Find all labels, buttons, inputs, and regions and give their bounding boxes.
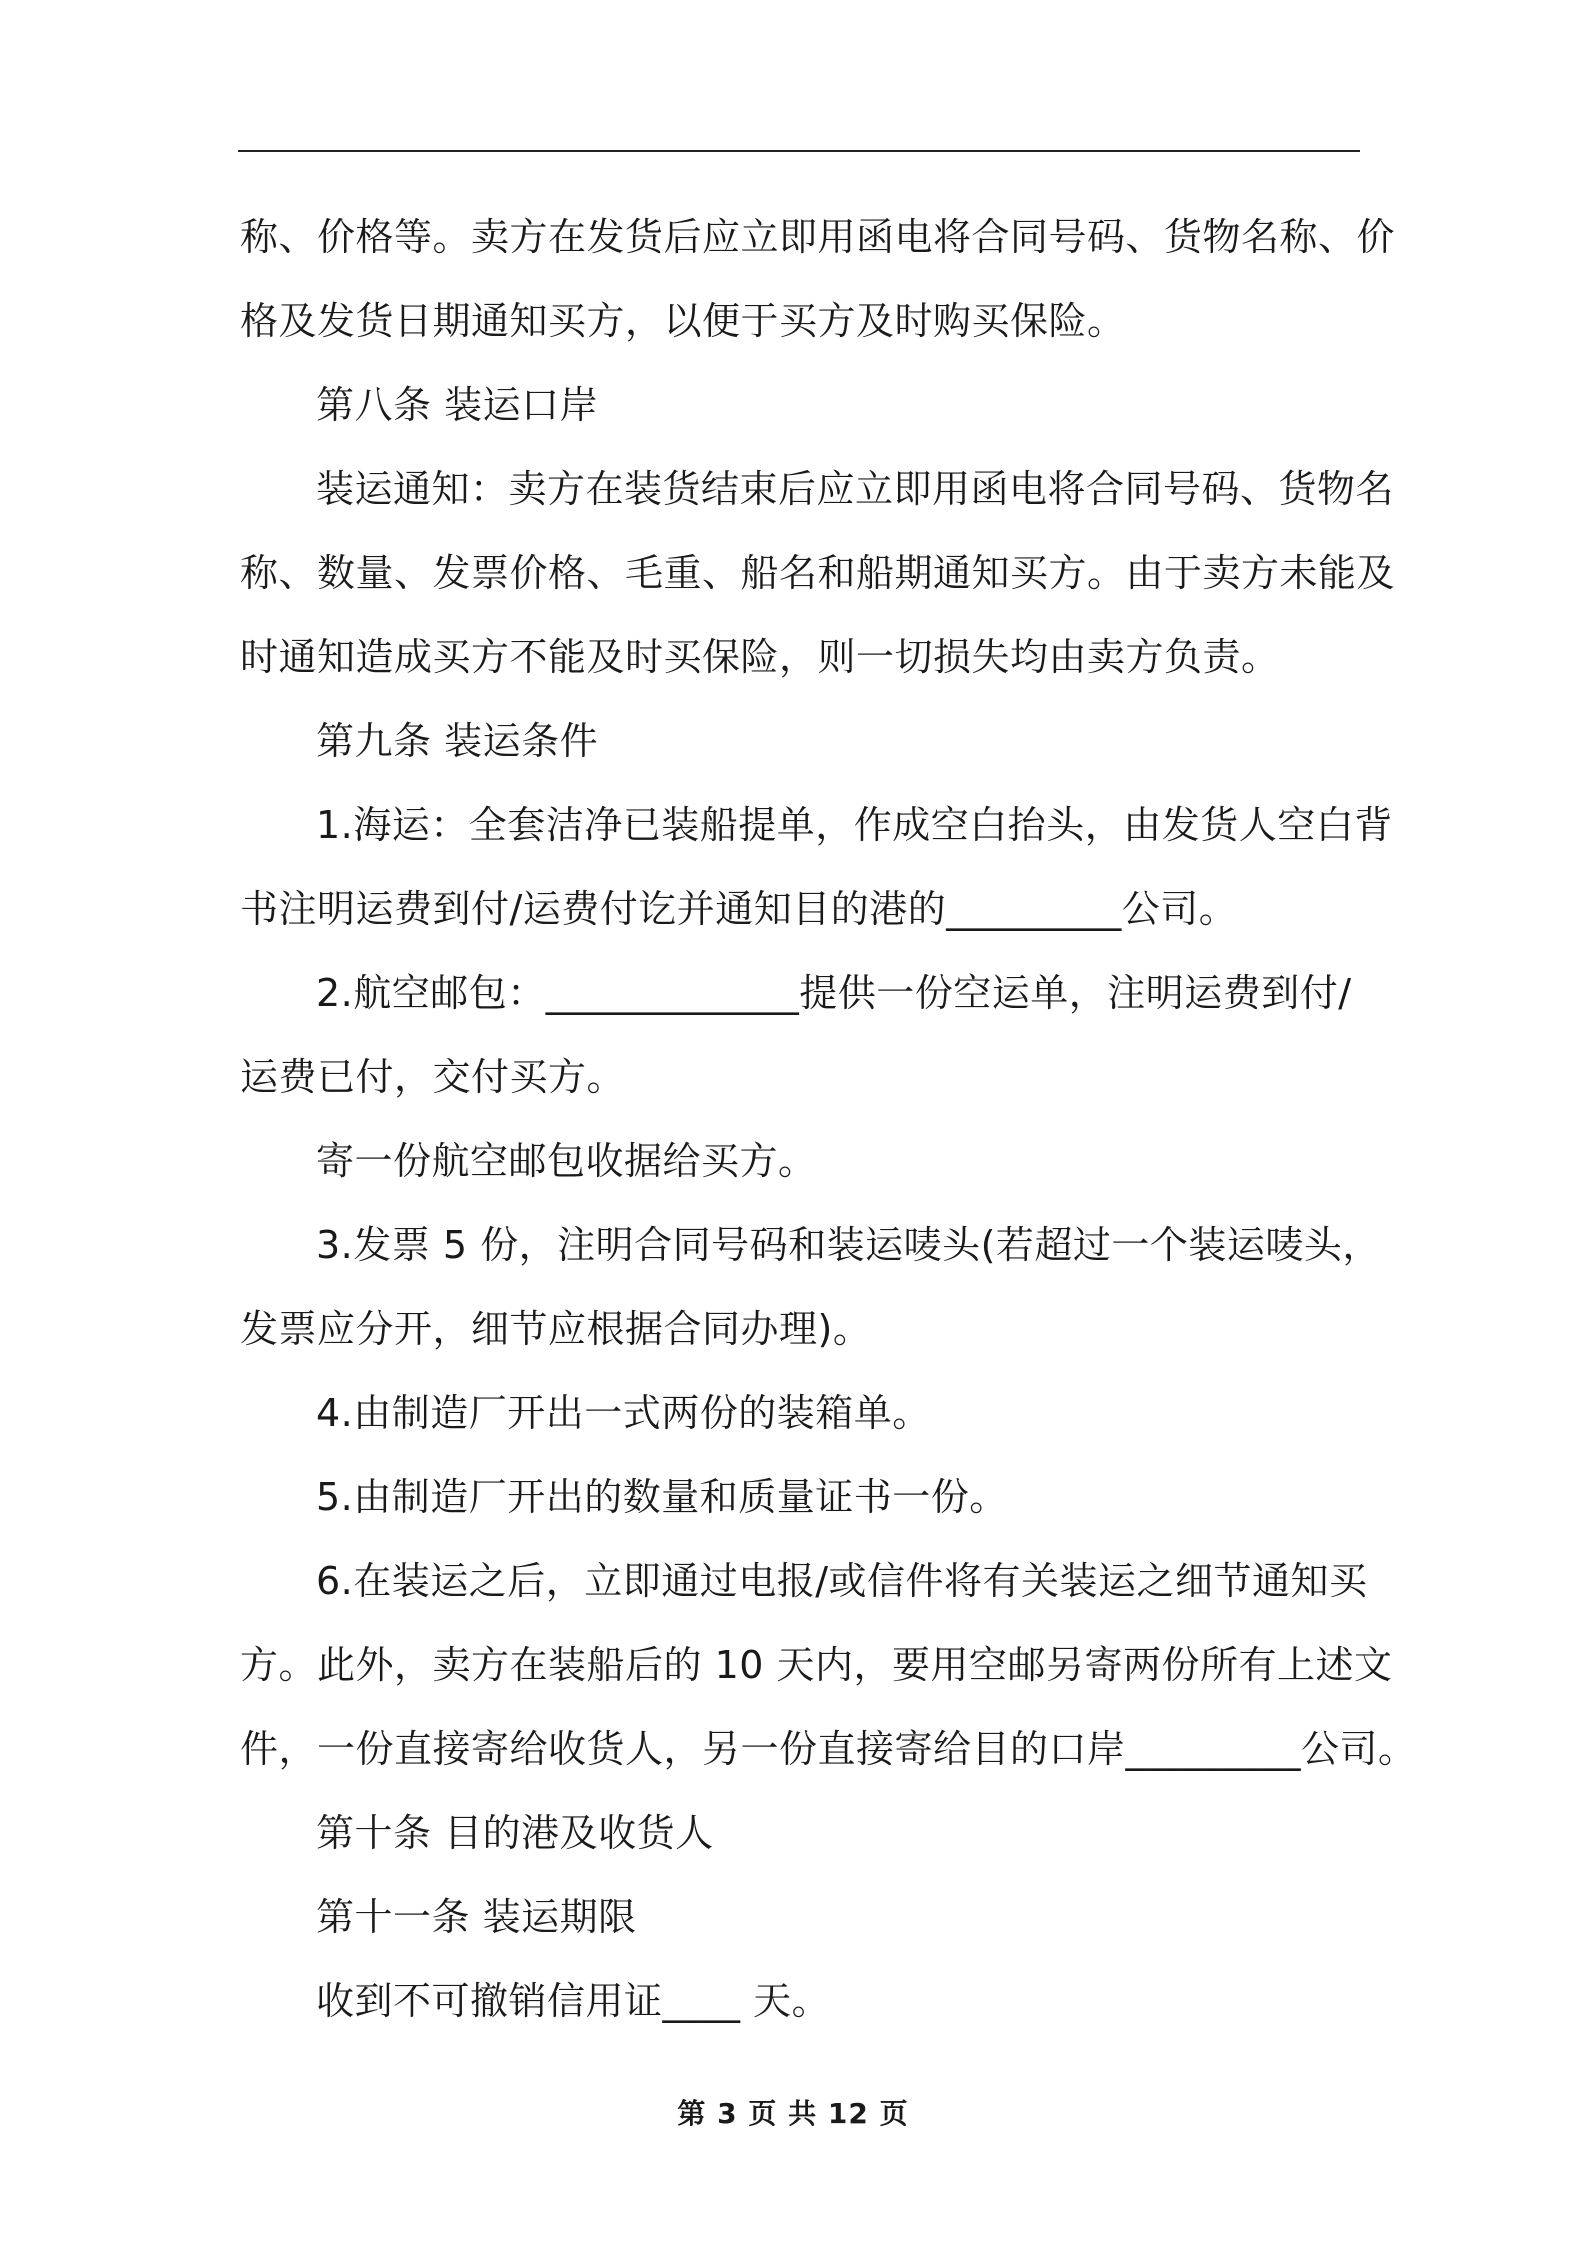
text-line: 方。此外，卖方在装船后的 10 天内，要用空邮另寄两份所有上述文 <box>240 1643 1393 1687</box>
text-line: 1.海运：全套洁净已装船提单，作成空白抬头，由发货人空白背 <box>316 803 1393 847</box>
document-body <box>240 195 1417 2043</box>
text-line: 件，一份直接寄给收货人，另一份直接寄给目的口岸_________公司。 <box>240 1727 1417 1771</box>
section-heading: 第十条 目的港及收货人 <box>316 1811 714 1855</box>
text-line: 6.在装运之后，立即通过电报/或信件将有关装运之细节通知买 <box>316 1559 1368 1603</box>
text-line: 收到不可撤销信用证____ 天。 <box>316 1979 831 2023</box>
text-line: 装运通知：卖方在装货结束后应立即用函电将合同号码、货物名 <box>316 467 1395 511</box>
text-line: 2.航空邮包：_____________提供一份空运单，注明运费到付/ <box>316 971 1352 1015</box>
section-heading: 第八条 装运口岸 <box>316 383 599 427</box>
text-line: 称、价格等。卖方在发货后应立即用函电将合同号码、货物名称、价 <box>240 215 1396 259</box>
text-line: 时通知造成买方不能及时买保险，则一切损失均由卖方负责。 <box>240 635 1280 679</box>
text-line: 3.发票 5 份，注明合同号码和装运唛头(若超过一个装运唛头， <box>316 1223 1381 1267</box>
text-line: 格及发货日期通知买方，以便于买方及时购买保险。 <box>240 299 1126 343</box>
text-line: 运费已付，交付买方。 <box>240 1055 626 1099</box>
header-rule <box>238 150 1360 152</box>
text-line: 发票应分开，细节应根据合同办理)。 <box>240 1307 872 1351</box>
text-line: 寄一份航空邮包收据给买方。 <box>316 1139 817 1183</box>
text-line: 称、数量、发票价格、毛重、船名和船期通知买方。由于卖方未能及 <box>240 551 1396 595</box>
section-heading: 第九条 装运条件 <box>316 719 599 763</box>
text-line: 4.由制造厂开出一式两份的装箱单。 <box>316 1391 931 1435</box>
text-line: 5.由制造厂开出的数量和质量证书一份。 <box>316 1475 1008 1519</box>
section-heading: 第十一条 装运期限 <box>316 1895 637 1939</box>
text-line: 书注明运费到付/运费付讫并通知目的港的_________公司。 <box>240 887 1238 931</box>
page-number: 第 3 页 共 12 页 <box>677 2097 909 2130</box>
